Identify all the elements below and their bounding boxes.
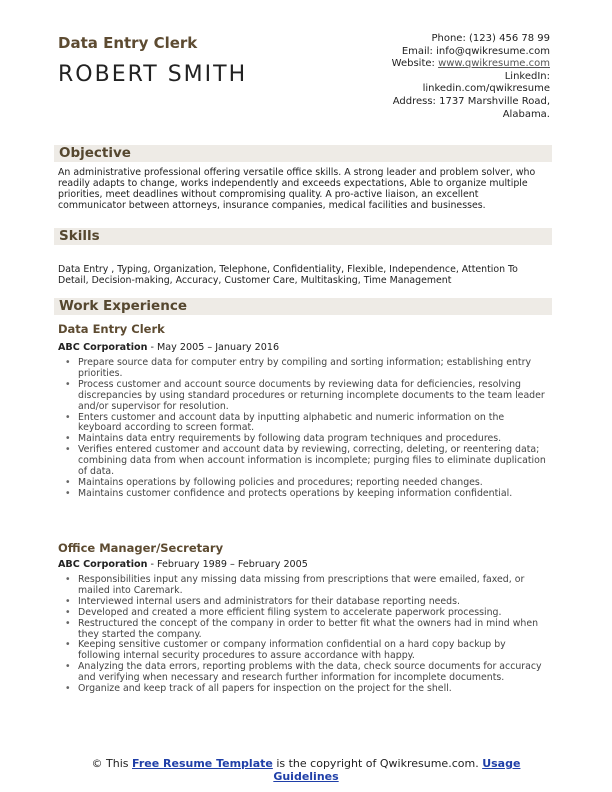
skills-heading: Skills xyxy=(59,228,100,244)
job-bullet-list xyxy=(58,575,550,695)
job-company-line xyxy=(58,342,279,353)
job-title: Data Entry Clerk xyxy=(58,322,165,336)
list-item: • Process customer and account source documents by reviewing data for deficiencies, resolving discrepancies by using standard procedures or returning incomplete documents to the team leader and/or supervisor for resolution. xyxy=(58,380,550,413)
contact-block xyxy=(290,33,550,121)
list-item: • Interviewed internal users and administrators for their database reporting needs. xyxy=(58,597,550,608)
objective-heading: Objective xyxy=(59,145,131,161)
usage-guidelines-link[interactable]: Usage Guidelines xyxy=(273,757,521,783)
job-title: Office Manager/Secretary xyxy=(58,541,224,555)
footer-prefix: © This xyxy=(91,757,133,770)
company-name: ABC Corporation xyxy=(58,342,148,353)
list-item: • Verifies entered customer and account data by reviewing, correcting, deleting, or reentering data; combining data from when account information is incomplete; purging files to eliminate duplication of data. xyxy=(58,445,550,478)
list-item: • Maintains customer confidence and protects operations by keeping information confidential. xyxy=(58,489,550,500)
company-name: ABC Corporation xyxy=(58,559,148,570)
header-job-title: Data Entry Clerk xyxy=(58,34,198,52)
objective-text: An administrative professional offering versatile office skills. A strong leader and problem solver, who readily adapts to change, works independently and exceeds expectations, Able to organize multiple priorities, meet deadlines without compromising quality. A pro-active liaison, an excellent communicator between attorneys, insurance companies, medical facilities and businesses. xyxy=(58,167,536,211)
list-item: • Responsibilities input any missing data missing from prescriptions that were emailed, faxed, or mailed into Caremark. xyxy=(58,575,550,597)
contact-phone: Phone: (123) 456 78 99 xyxy=(431,33,550,44)
list-item: • Developed and created a more efficient filing system to accelerate paperwork processing. xyxy=(58,608,550,619)
experience-section-header xyxy=(54,298,552,315)
candidate-name: ROBERT SMITH xyxy=(58,62,248,87)
website-link[interactable]: www.qwikresume.com xyxy=(438,58,550,70)
list-item: • Maintains operations by following policies and procedures; reporting needed changes. xyxy=(58,478,550,489)
contact-email: Email: info@qwikresume.com xyxy=(401,45,550,57)
list-item: • Enters customer and account data by inputting alphabetic and numeric information on the keyboard according to screen format. xyxy=(58,413,550,435)
list-item: • Prepare source data for computer entry by compiling and sorting information; establishing entry priorities. xyxy=(58,358,550,380)
contact-address: Address: 1737 Marshville Road, xyxy=(392,95,550,107)
contact-website: Website: www.qwikresume.com xyxy=(391,58,550,70)
list-item: • Restructured the concept of the company in order to better fit what the owners had in mind when they started the company. xyxy=(58,619,550,641)
objective-section-header xyxy=(54,145,552,162)
contact-linkedin-label: LinkedIn: xyxy=(504,70,550,82)
list-item: • Keeping sensitive customer or company information confidential on a hard copy backup by following internal security procedures to assure accordance with happy. xyxy=(58,640,550,662)
free-resume-template-link[interactable]: Free Resume Template xyxy=(132,757,273,770)
copyright-footer xyxy=(70,757,542,783)
experience-heading: Work Experience xyxy=(59,298,187,314)
list-item: • Analyzing the data errors, reporting problems with the data, check source documents for accuracy and verifying when necessary and research further information for incomplete documents. xyxy=(58,662,550,684)
list-item: • Organize and keep track of all papers for inspection on the project for the shell. xyxy=(58,684,550,695)
job-dates: - May 2005 – January 2016 xyxy=(147,342,280,353)
contact-address-line2: Alabama. xyxy=(502,108,550,120)
job-company-line xyxy=(58,559,308,570)
footer-middle: is the copyright of Qwikresume.com. xyxy=(272,757,483,770)
job-bullet-list xyxy=(58,358,550,500)
contact-linkedin: linkedin.com/qwikresume xyxy=(422,83,550,95)
skills-text: Data Entry , Typing, Organization, Telephone, Confidentiality, Flexible, Independence, Attention To Detail, Decision-making, Accuracy, Customer Care, Multitasking, Time Management xyxy=(58,264,518,286)
job-dates: - February 1989 – February 2005 xyxy=(147,559,308,570)
list-item: • Maintains data entry requirements by following data program techniques and procedures. xyxy=(58,434,550,445)
skills-section-header xyxy=(54,228,552,245)
